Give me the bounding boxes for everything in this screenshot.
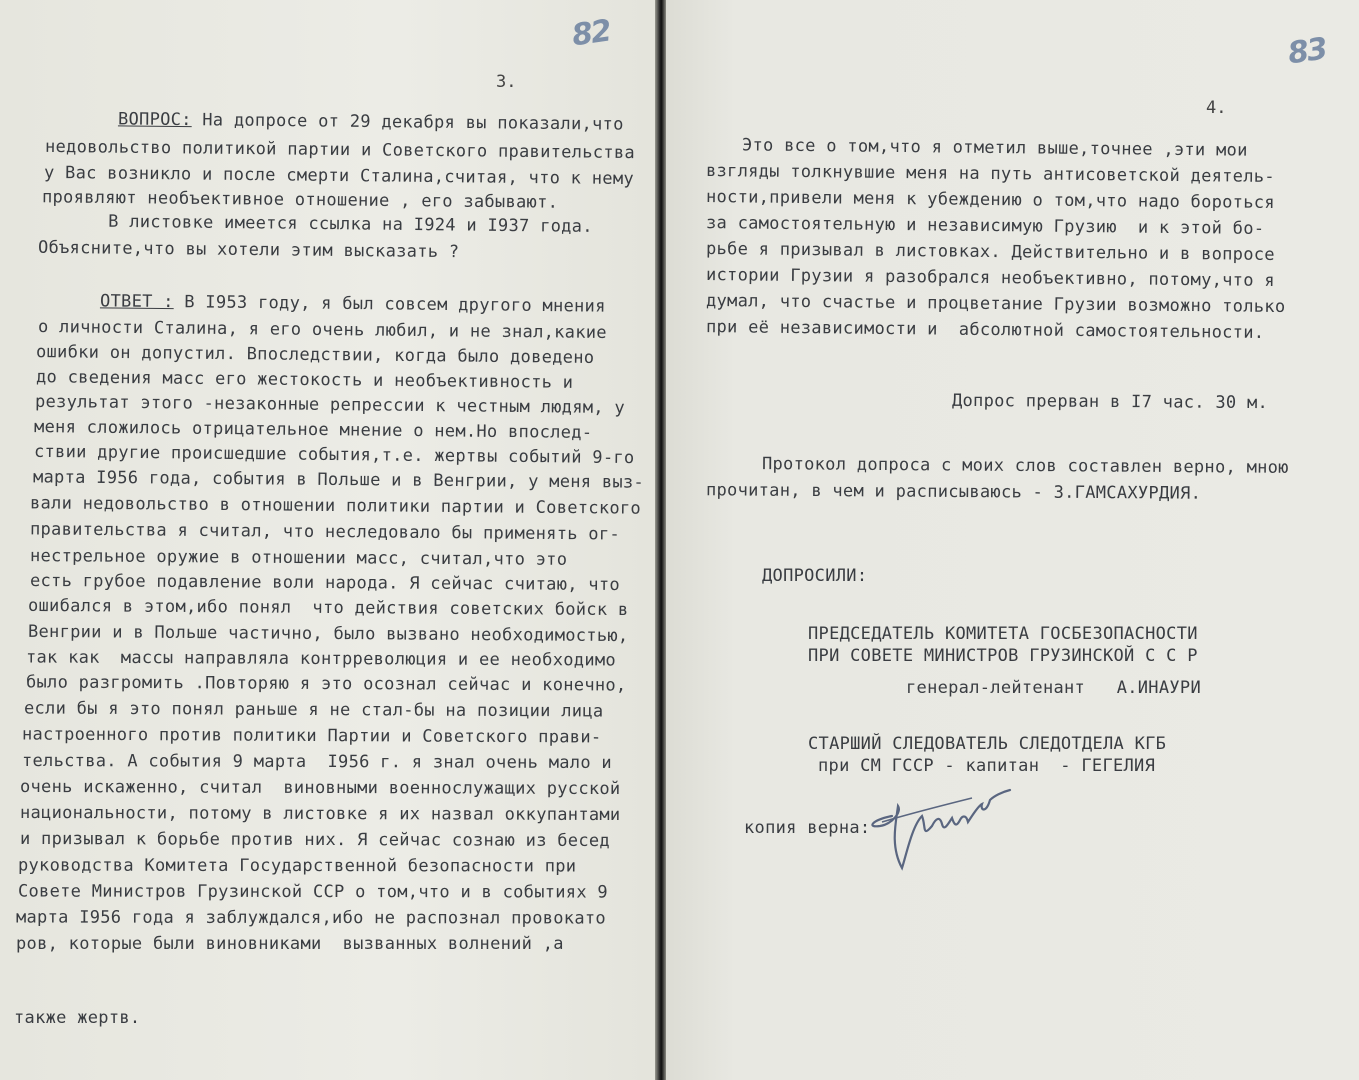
- text-line-5: рьбе я призывал в листовках. Действительно и в вопросе: [705, 239, 1275, 265]
- question-line-1: ВОПРОС: На допросе от 29 декабря вы показали,что: [117, 109, 624, 135]
- answer-line-14: Венгрии и в Польше частично, было вызвано необходимостью,: [27, 621, 629, 647]
- page-number-left: 3.: [496, 72, 517, 92]
- folio-number-right: 83: [1285, 31, 1329, 72]
- text-line-4: за самостоятельную и независимую Грузию и к этой бо-: [705, 213, 1265, 239]
- answer-line-19: тельства. А события 9 марта I956 г. я знал очень мало и: [21, 750, 612, 774]
- text-line-7: думал, что счастье и процветание Грузии возможно только: [705, 290, 1286, 318]
- answer-line-3: ошибки он допустил. Впоследствии, когда было доведено: [35, 342, 595, 368]
- answer-line-10: правительства я считал, что неследовало бы применять ог-: [29, 519, 621, 545]
- question-label: ВОПРОС:: [117, 109, 192, 131]
- copy-certified-label: копия верна:: [744, 818, 871, 838]
- text-line-1: Это все о том,что я отметил выше,точнее ,эти мои: [741, 135, 1248, 161]
- answer-label: ОТВЕТ :: [99, 291, 174, 313]
- chairman-title-2: ПРИ СОВЕТЕ МИНИСТРОВ ГРУЗИНСКОЙ С С Р: [808, 646, 1198, 666]
- handwritten-signature: [862, 776, 1012, 876]
- text-line-3: ности,привели меня к убеждению о том,что надо бороться: [705, 187, 1275, 213]
- answer-line-13: ошибался в этом,ибо понял что действия советских бойск в: [27, 595, 629, 621]
- question-line-2: недовольство политикой партии и Советского правительства: [44, 136, 636, 164]
- answer-line-17: если бы я это понял раньше я не стал-бы на позиции лица: [23, 698, 604, 722]
- answer-line-18: настроенного против политики Партии и Советского прави-: [21, 724, 602, 748]
- answer-line-12: есть грубое подавление воли народа. Я сейчас считаю, что: [29, 570, 621, 596]
- answer-line-16: было разгромить .Повторяю я это осознал сейчас и конечно,: [25, 672, 627, 696]
- interrogators-heading: ДОПРОСИЛИ:: [762, 566, 868, 586]
- page-number-right: 4.: [1206, 98, 1227, 118]
- answer-line-6: меня сложилось отрицательное мнение о нем.Но впослед-: [33, 417, 593, 443]
- answer-line-22: и призывал к борьбе против них. Я сейчас сознаю из бесед: [19, 828, 610, 852]
- answer-line-24: Совете Министров Грузинской ССР о том,что и в событиях 9: [17, 881, 608, 903]
- answer-line-11: нестрельное оружие в отношении масс, считал,что это: [29, 546, 568, 570]
- chairman-title-1: ПРЕДСЕДАТЕЛЬ КОМИТЕТА ГОСБЕЗОПАСНОСТИ: [808, 624, 1198, 644]
- answer-line-27: также жертв.: [14, 1008, 141, 1028]
- answer-line-20: очень искаженно, считал виновными военнослужащих русской: [19, 776, 621, 800]
- answer-line-23: руководства Комитета Государственной безопасности при: [17, 855, 577, 877]
- text-line-6: истории Грузии я разобрался необъективно, потому,что я: [705, 265, 1275, 291]
- answer-line-25: марта I956 года я заблуждался,ибо не распознал провокато: [15, 907, 606, 929]
- answer-line-21: национальности, потому в листовке я их назвал оккупантами: [19, 802, 621, 826]
- question-line-4: проявляют необъективное отношение , его забывают.: [41, 187, 559, 213]
- answer-line-26: ров, которые были виновниками вызванных волнений ,а: [16, 934, 564, 954]
- protocol-line-2: прочитан, в чем и расписываюсь - З.ГАМСАХУРДИЯ.: [705, 480, 1202, 504]
- answer-line-4: до сведения масс его жестокость и необъективность и: [35, 367, 574, 393]
- book-gutter: [655, 0, 666, 1080]
- answer-line-8: марта I956 года, события в Польше и в Венгрии, у меня выз-: [32, 467, 645, 493]
- chairman-name: генерал-лейтенант А.ИНАУРИ: [906, 678, 1201, 698]
- text-line-2: взгляды толкнувшие меня на путь антисоветской деятель-: [705, 161, 1275, 187]
- left-page: [0, 0, 655, 1080]
- answer-line-2: о личности Сталина, я его очень любил, и не знал,какие: [37, 317, 607, 343]
- folio-number-left: 82: [569, 13, 613, 54]
- investigator-title-2: при СМ ГССР - капитан - ГЕГЕЛИЯ: [818, 756, 1156, 776]
- question-line-6: Объясните,что вы хотели этим высказать ?: [37, 237, 460, 263]
- text-line-8: при её независимости и абсолютной самостоятельности.: [705, 317, 1265, 343]
- answer-line-5: результат этого -незаконные репрессии к честным людям, у: [34, 391, 626, 419]
- question-line-5: В листовке имеется ссылка на I924 и I937 года.: [44, 211, 593, 237]
- right-page: [666, 0, 1359, 1080]
- protocol-line-1: Протокол допроса с моих слов составлен верно, мною: [761, 454, 1289, 478]
- answer-line-15: так как массы направляла контрреволюция и ее необходимо: [25, 647, 617, 671]
- question-line-3: у Вас возникло и после смерти Сталина,считая, что к нему: [43, 162, 635, 190]
- answer-line-1: ОТВЕТ : В I953 году, я был совсем другого мнения: [99, 291, 606, 317]
- interruption-line: Допрос прерван в I7 час. 30 м.: [951, 390, 1269, 414]
- answer-line-9: вали недовольство в отношении политики партии и Советского: [29, 493, 642, 519]
- answer-line-7: ствии другие происшедшие события,т.е. жертвы событий 9-го: [33, 441, 635, 469]
- investigator-title-1: СТАРШИЙ СЛЕДОВАТЕЛЬ СЛЕДОТДЕЛА КГБ: [808, 734, 1167, 754]
